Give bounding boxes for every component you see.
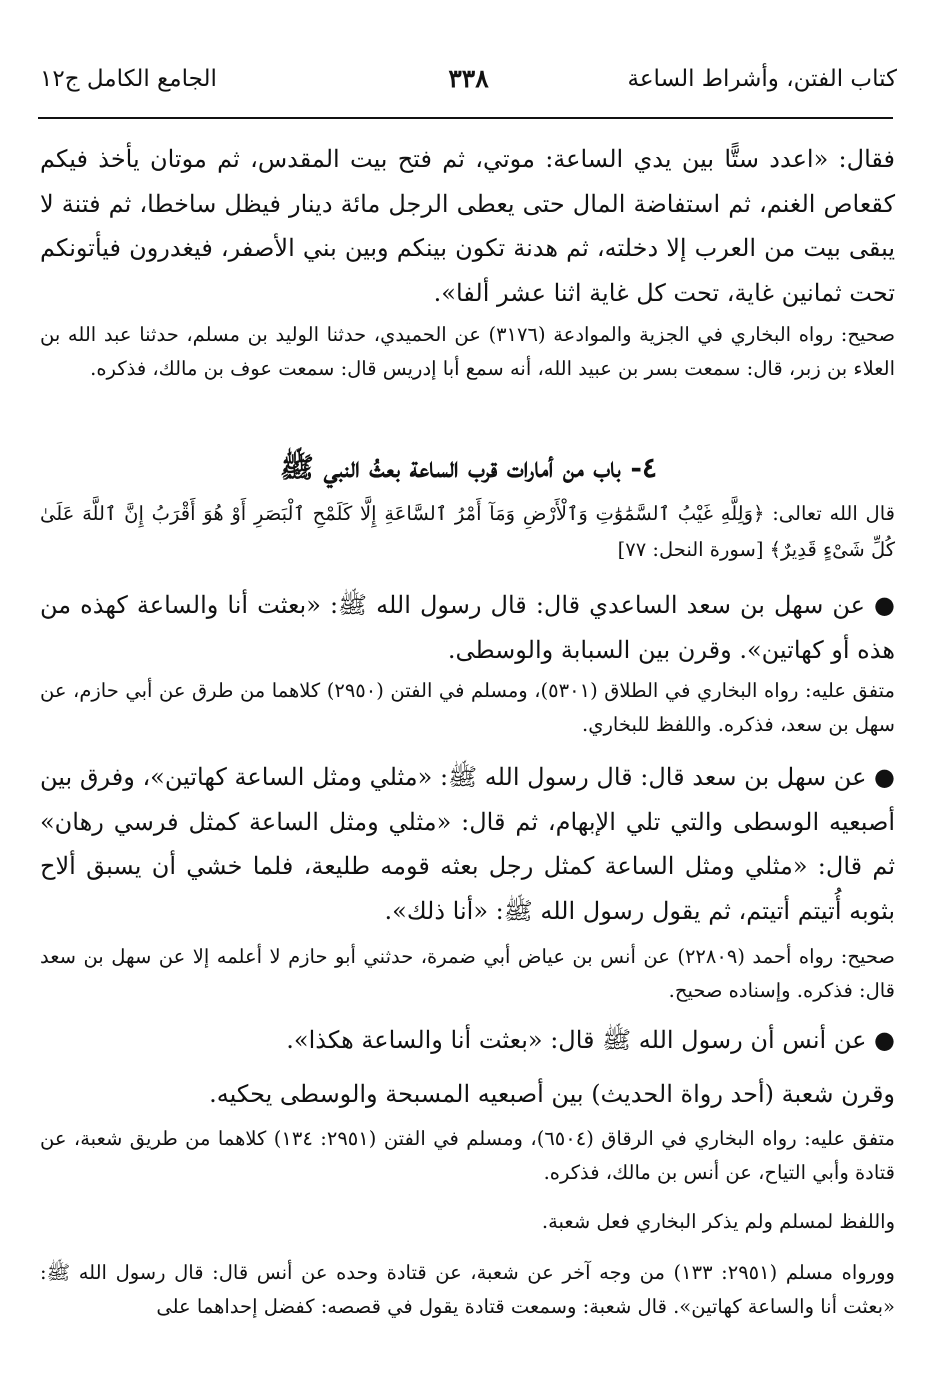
takhrij-note: متفق عليه: رواه البخاري في الرقاق (٦٥٠٤)، ومسلم في الفتن (٢٩٥١: ١٣٤) كلاهما من طريق شعبة، عن قتادة وأبي التياح، عن أنس بن مالك، فذكره. bbox=[40, 1127, 895, 1184]
hadith-text: وقرن شعبة (أحد رواة الحديث) بين أصبعيه المسبحة والوسطى يحكيه. bbox=[209, 1080, 895, 1108]
hadith-text: ● عن أنس أن رسول الله ﷺ قال: «بعثت أنا والساعة هكذا». bbox=[286, 1026, 895, 1054]
takhrij-note: صحيح: رواه البخاري في الجزية والموادعة (٣١٧٦) عن الحميدي، حدثنا الوليد بن مسلم، حدثنا عبد الله بن العلاء بن زبر، قال: سمعت بسر بن عبيد الله، أنه سمع أبا إدريس قال: سمعت عوف بن مالك، فذكره. bbox=[40, 323, 895, 380]
quran-verse: قال الله تعالى: ﴿وَلِلَّهِ غَيْبُ ٱلسَّمَٰوَٰتِ وَٱلْأَرْضِ وَمَآ أَمْرُ ٱلسَّاعَةِ إِلَّا كَلَمْحِ ٱلْبَصَرِ أَوْ هُوَ أَقْرَبُ إِنَّ ٱللَّهَ عَلَىٰ كُلِّ شَىْءٍ قَدِيرٌ﴾ [سورة النحل: ٧٧] bbox=[40, 502, 895, 561]
section-title: ٤- باب من أمارات قرب الساعة بعثُ النبي ﷺ bbox=[280, 451, 657, 484]
page-number: ٣٣٨ bbox=[448, 64, 489, 93]
hadith-text: فقال: «اعدد ستًّا بين يدي الساعة: موتي، ثم فتح بيت المقدس، ثم موتان يأخذ فيكم كقعاص الغنم، ثم استفاضة المال حتى يعطى الرجل مائة دينار فيظل ساخطا، ثم فتنة لا يبقى بيت من العرب إلا دخلته، ثم هدنة تكون بينكم وبين بني الأصفر، فيغدرون فيأتونكم تحت ثمانين غاية، تحت كل غاية اثنا عشر ألفا». bbox=[40, 145, 895, 307]
hadith-text: ● عن سهل بن سعد قال: قال رسول الله ﷺ: «مثلي ومثل الساعة كهاتين»، وفرق بين أصبعيه الوسطى والتي تلي الإبهام، ثم قال: «مثلي ومثل الساعة كمثل فرسي رهان» ثم قال: «مثلي ومثل الساعة كمثل رجل بعثه قومه طليعة، فلما خشي أن يسبق ألاح بثوبه أُتيتم أتيتم، ثم يقول رسول الله ﷺ: «أنا ذلك». bbox=[40, 763, 895, 925]
header-chapter-title: كتاب الفتن، وأشراط الساعة bbox=[627, 66, 897, 92]
takhrij-note: واللفظ لمسلم ولم يذكر البخاري فعل شعبة. bbox=[541, 1210, 895, 1233]
header-rule bbox=[38, 117, 893, 119]
takhrij-note: متفق عليه: رواه البخاري في الطلاق (٥٣٠١)، ومسلم في الفتن (٢٩٥٠) كلاهما من طرق عن أبي حازم، عن سهل بن سعد، فذكره. واللفظ للبخاري. bbox=[40, 679, 896, 736]
header-book-title: الجامع الكامل ج١٢ bbox=[40, 66, 217, 92]
running-header bbox=[40, 60, 897, 104]
takhrij-note: وورواه مسلم (٢٩٥١: ١٣٣) من وجه آخر عن شعبة، عن قتادة وحده عن أنس قال: قال رسول الله ﷺ: «بعثت أنا والساعة كهاتين». قال شعبة: وسمعت قتادة يقول في قصصه: كفضل إحداهما على bbox=[40, 1261, 895, 1318]
takhrij-note: صحيح: رواه أحمد (٢٢٨٠٩) عن أنس بن عياض أبي ضمرة، حدثني أبو حازم لا أعلمه إلا عن سهل بن سعد قال: فذكره. وإسناده صحيح. bbox=[40, 945, 895, 1002]
hadith-text: ● عن سهل بن سعد الساعدي قال: قال رسول الله ﷺ: «بعثت أنا والساعة كهذه من هذه أو كهاتين». وقرن بين السبابة والوسطى. bbox=[40, 591, 895, 664]
